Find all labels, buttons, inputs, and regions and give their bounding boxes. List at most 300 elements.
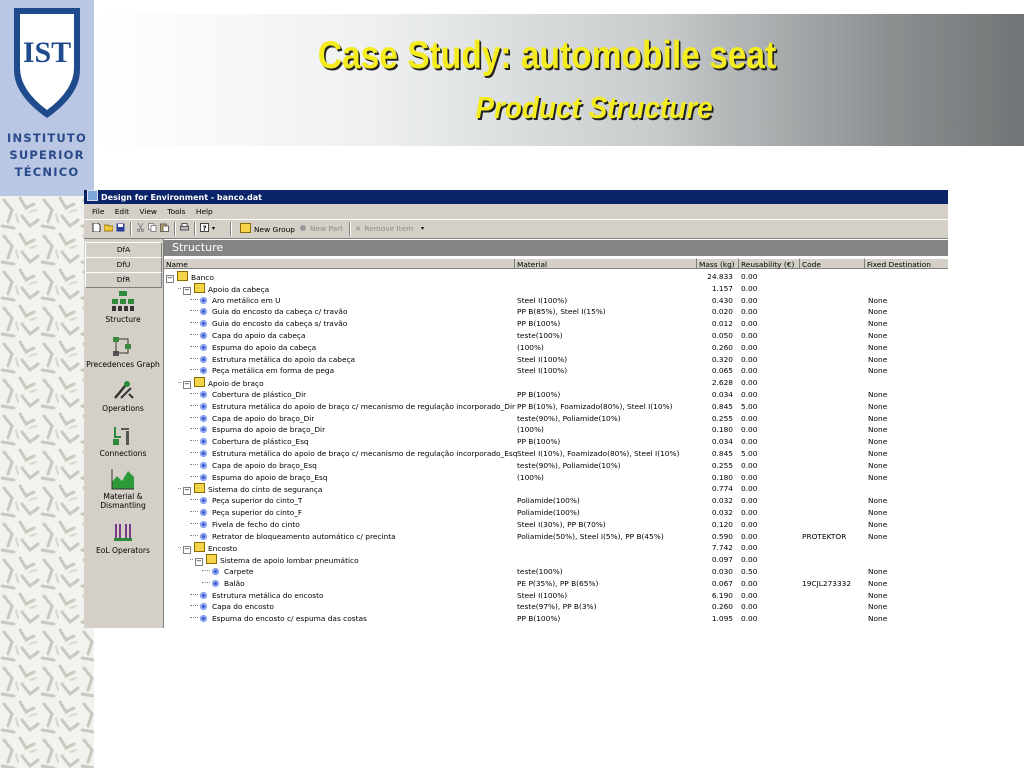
group-folder-icon bbox=[240, 223, 251, 233]
menu-help[interactable]: Help bbox=[195, 207, 213, 216]
row-fixed-destination: None bbox=[868, 460, 888, 470]
tree-connector bbox=[178, 488, 181, 489]
tree-connector bbox=[190, 428, 198, 429]
row-mass: 1.157 bbox=[711, 283, 733, 293]
row-reusability: 0.00 bbox=[741, 578, 758, 588]
row-reusability: 0.00 bbox=[741, 390, 758, 399]
row-name-cell bbox=[164, 460, 317, 472]
row-code: PROTEKTOR bbox=[802, 531, 847, 541]
row-name: Balão bbox=[224, 578, 245, 588]
row-reusability: 0.00 bbox=[741, 272, 758, 281]
row-reusability: 0.00 bbox=[741, 437, 758, 447]
row-material: PP B(100%) bbox=[517, 390, 561, 399]
collapse-toggle-icon[interactable]: − bbox=[184, 285, 190, 294]
group-folder-icon bbox=[177, 271, 188, 281]
row-name-cell bbox=[164, 436, 309, 448]
row-reusability: 0.00 bbox=[741, 413, 758, 423]
row-name-cell bbox=[164, 354, 355, 366]
row-fixed-destination: None bbox=[868, 602, 888, 612]
row-mass: 0.032 bbox=[711, 496, 733, 506]
save-icon[interactable] bbox=[116, 223, 125, 235]
row-name: Retrator de bloqueamento automático c/ precinta bbox=[212, 531, 396, 541]
col-name[interactable]: Name bbox=[164, 258, 515, 269]
row-fixed-destination: None bbox=[868, 366, 888, 376]
row-name: Espuma do apoio da cabeça bbox=[212, 342, 317, 352]
row-mass: 0.845 bbox=[711, 401, 733, 411]
row-name-cell bbox=[164, 342, 316, 354]
row-mass: 0.320 bbox=[711, 354, 733, 364]
nav-eol-operators[interactable] bbox=[84, 522, 162, 555]
tree-connector bbox=[190, 310, 198, 311]
structure-icon bbox=[111, 291, 135, 313]
row-reusability: 0.00 bbox=[741, 307, 758, 317]
tree-part-row[interactable] bbox=[164, 578, 948, 590]
row-fixed-destination: None bbox=[868, 401, 888, 411]
tree-connector bbox=[190, 322, 198, 323]
row-name-cell bbox=[164, 519, 300, 531]
row-material: Steel I(10%), Foamizado(80%), Steel I(10%) bbox=[517, 449, 680, 458]
tree-connector bbox=[190, 617, 198, 618]
row-name: Estrutura metálica do apoio da cabeça bbox=[212, 354, 356, 364]
nav-material-label: Material & Dismantling bbox=[100, 492, 146, 510]
row-name-cell bbox=[164, 578, 245, 590]
tree-part-row[interactable] bbox=[164, 601, 948, 613]
structure-panel bbox=[163, 239, 948, 628]
tree-part-row[interactable] bbox=[164, 318, 948, 330]
row-mass: 0.032 bbox=[711, 508, 733, 517]
row-mass: 0.034 bbox=[711, 437, 733, 447]
collapse-toggle-icon[interactable]: − bbox=[196, 557, 202, 566]
row-mass: 0.020 bbox=[711, 307, 733, 317]
menu-view[interactable]: View bbox=[139, 207, 157, 216]
col-reusability[interactable]: Reusability (€) bbox=[739, 258, 800, 269]
tree-part-row[interactable] bbox=[164, 448, 948, 460]
row-reusability: 0.00 bbox=[741, 543, 758, 553]
row-name-cell bbox=[164, 306, 347, 318]
row-reusability: 0.00 bbox=[741, 425, 758, 435]
row-fixed-destination: None bbox=[868, 614, 888, 624]
tree-part-row[interactable] bbox=[164, 519, 948, 531]
row-reusability: 0.00 bbox=[741, 602, 758, 612]
tree-part-row[interactable] bbox=[164, 413, 948, 425]
part-icon bbox=[300, 225, 306, 231]
row-reusability: 0.00 bbox=[741, 331, 758, 340]
part-bullet-icon bbox=[200, 332, 207, 339]
tree-connector bbox=[202, 582, 210, 583]
row-reusability: 0.00 bbox=[741, 496, 758, 506]
tree-part-row[interactable] bbox=[164, 460, 948, 472]
logo-line-3: TÉCNICO bbox=[14, 165, 80, 179]
row-fixed-destination: None bbox=[868, 567, 888, 576]
window-title: Design for Environment - banco.dat bbox=[101, 193, 262, 202]
tree-connector bbox=[178, 547, 181, 548]
dropdown-arrow-icon[interactable]: ▾ bbox=[212, 225, 216, 232]
tree-connector bbox=[178, 382, 181, 383]
nav-structure-label: Structure bbox=[105, 315, 141, 324]
part-bullet-icon bbox=[200, 533, 207, 540]
row-material: Poliamide(100%) bbox=[517, 508, 580, 517]
menu-bar bbox=[84, 205, 948, 218]
tree-part-row[interactable] bbox=[164, 330, 948, 342]
left-panel bbox=[84, 239, 162, 628]
row-name: Peça superior do cinto_F bbox=[212, 508, 303, 517]
tree-part-row[interactable] bbox=[164, 354, 948, 366]
tab-dfu[interactable]: DfU bbox=[85, 257, 162, 273]
row-name: Capa do apoio da cabeça bbox=[212, 331, 306, 340]
decorative-pattern bbox=[0, 196, 94, 768]
row-fixed-destination: None bbox=[868, 472, 888, 482]
tree-connector bbox=[190, 405, 198, 406]
row-name: Aro metálico em U bbox=[212, 295, 281, 305]
toolbar bbox=[84, 219, 948, 239]
ist-logo bbox=[0, 0, 94, 196]
part-bullet-icon bbox=[200, 415, 207, 422]
remove-dropdown-icon[interactable]: ▾ bbox=[421, 225, 425, 232]
row-mass: 0.012 bbox=[711, 319, 733, 329]
row-fixed-destination: None bbox=[868, 390, 888, 399]
tree-group-row[interactable] bbox=[164, 554, 948, 566]
row-reusability: 0.50 bbox=[741, 567, 758, 576]
row-fixed-destination: None bbox=[868, 508, 888, 517]
row-name-cell bbox=[164, 318, 347, 330]
tree-connector bbox=[190, 440, 198, 441]
row-name-cell bbox=[164, 365, 334, 377]
tree-part-row[interactable] bbox=[164, 306, 948, 318]
menu-tools[interactable]: Tools bbox=[167, 207, 186, 216]
row-fixed-destination: None bbox=[868, 319, 888, 329]
svg-text:?: ? bbox=[202, 224, 207, 232]
col-mass[interactable]: Mass (kg) bbox=[697, 258, 739, 269]
tree-connector bbox=[190, 452, 198, 453]
row-reusability: 0.00 bbox=[741, 460, 758, 470]
nav-connections[interactable] bbox=[84, 425, 162, 458]
group-folder-icon bbox=[206, 554, 217, 564]
row-fixed-destination: None bbox=[868, 496, 888, 506]
row-reusability: 0.00 bbox=[741, 484, 758, 494]
tree-connector bbox=[190, 499, 198, 500]
row-mass: 0.845 bbox=[711, 449, 733, 458]
row-mass: 0.065 bbox=[711, 366, 733, 376]
cut-icon[interactable] bbox=[136, 223, 145, 235]
tree-connector bbox=[202, 570, 210, 571]
row-mass: 7.742 bbox=[711, 543, 733, 553]
row-mass: 0.180 bbox=[711, 472, 733, 482]
group-folder-icon bbox=[194, 542, 205, 552]
row-fixed-destination: None bbox=[868, 413, 888, 423]
row-mass: 0.097 bbox=[711, 555, 733, 565]
row-fixed-destination: None bbox=[868, 331, 888, 340]
row-material: PP B(10%), Foamizado(80%), Steel I(10%) bbox=[517, 401, 673, 411]
row-mass: 0.255 bbox=[711, 460, 733, 470]
row-name-cell bbox=[164, 424, 325, 436]
row-name: Apoio da cabeça bbox=[208, 284, 270, 294]
row-reusability: 0.00 bbox=[741, 283, 758, 293]
row-fixed-destination: None bbox=[868, 295, 888, 305]
new-group-label: New Group bbox=[254, 225, 295, 234]
tree-group-row[interactable] bbox=[164, 542, 948, 554]
nav-structure[interactable] bbox=[84, 291, 162, 324]
row-material: Poliamide(100%) bbox=[517, 496, 580, 506]
row-name: Encosto bbox=[208, 544, 238, 554]
nav-operations-label: Operations bbox=[102, 404, 144, 413]
row-name: Estrutura metálica do apoio de braço c/ mecanismo de regulação incorporado_Dir bbox=[212, 401, 516, 411]
row-material: Steel I(100%) bbox=[517, 590, 568, 600]
logo-line-2: SUPERIOR bbox=[9, 148, 85, 162]
row-mass: 0.430 bbox=[711, 295, 733, 305]
row-mass: 0.180 bbox=[711, 425, 733, 435]
row-name-cell bbox=[164, 495, 302, 507]
row-mass: 2.628 bbox=[711, 378, 733, 388]
row-material: teste(97%), PP B(3%) bbox=[517, 602, 597, 612]
row-name: Capa do encosto bbox=[212, 602, 274, 612]
menu-edit[interactable]: Edit bbox=[114, 207, 130, 216]
row-name: Cobertura de plástico_Esq bbox=[212, 437, 309, 447]
row-name-cell bbox=[164, 389, 306, 401]
row-mass: 6.190 bbox=[711, 590, 733, 600]
row-name-cell bbox=[164, 601, 274, 613]
tree-group-row[interactable] bbox=[164, 271, 948, 283]
tree-connector bbox=[190, 393, 198, 394]
collapse-toggle-icon[interactable]: − bbox=[184, 380, 190, 389]
tree-connector bbox=[190, 605, 198, 606]
tree-part-row[interactable] bbox=[164, 566, 948, 578]
row-name: Fivela de fecho do cinto bbox=[212, 519, 300, 529]
collapse-toggle-icon[interactable]: − bbox=[184, 545, 190, 554]
row-name-cell bbox=[164, 295, 281, 307]
row-reusability: 0.00 bbox=[741, 508, 758, 517]
row-fixed-destination: None bbox=[868, 449, 888, 458]
col-fixed-destination[interactable]: Fixed Destination bbox=[865, 258, 948, 269]
col-material[interactable]: Material bbox=[515, 258, 697, 269]
new-file-icon[interactable] bbox=[92, 223, 101, 235]
tree-connector bbox=[178, 288, 181, 289]
tree-part-row[interactable] bbox=[164, 495, 948, 507]
logo-line-1: INSTITUTO bbox=[7, 131, 87, 145]
part-bullet-icon bbox=[200, 367, 207, 374]
row-reusability: 0.00 bbox=[741, 590, 758, 600]
group-folder-icon bbox=[194, 483, 205, 493]
emblem-lettering: IST bbox=[22, 36, 72, 69]
group-folder-icon bbox=[194, 283, 205, 293]
row-name-cell bbox=[164, 330, 305, 342]
tree-connector bbox=[190, 417, 198, 418]
row-name: Apoio de braço bbox=[208, 379, 264, 389]
col-code[interactable]: Code bbox=[800, 258, 865, 269]
row-mass: 0.260 bbox=[711, 602, 733, 612]
row-mass: 24.833 bbox=[707, 272, 733, 281]
tree-part-row[interactable] bbox=[164, 507, 948, 519]
tree-part-row[interactable] bbox=[164, 424, 948, 436]
print-icon[interactable] bbox=[180, 223, 189, 235]
tree-connector bbox=[190, 559, 193, 560]
remove-item-label: Remove Item bbox=[364, 224, 414, 233]
tree-part-row[interactable] bbox=[164, 590, 948, 602]
part-bullet-icon bbox=[200, 344, 207, 351]
row-mass: 0.255 bbox=[711, 413, 733, 423]
tree-connector bbox=[190, 299, 198, 300]
row-reusability: 0.00 bbox=[741, 614, 758, 624]
new-part-button[interactable] bbox=[300, 223, 343, 235]
nav-precedences-label: Precedences Graph bbox=[86, 360, 160, 369]
nav-connections-label: Connections bbox=[99, 449, 147, 458]
row-material: Poliamide(50%), Steel I(5%), PP B(45%) bbox=[517, 531, 664, 541]
row-name: Capa de apoio do braço_Dir bbox=[212, 413, 315, 423]
row-name-cell bbox=[164, 472, 328, 484]
row-name: Estrutura metálica do apoio de braço c/ mecanismo de regulação incorporado_Esq bbox=[212, 449, 518, 458]
help-icon[interactable] bbox=[200, 223, 209, 235]
tab-dfr[interactable]: DfR bbox=[85, 272, 162, 288]
row-fixed-destination: None bbox=[868, 590, 888, 600]
row-mass: 0.034 bbox=[711, 390, 733, 399]
tree-connector bbox=[190, 369, 198, 370]
row-mass: 0.067 bbox=[711, 578, 733, 588]
part-bullet-icon bbox=[200, 592, 207, 599]
chart-icon bbox=[111, 468, 135, 490]
part-bullet-icon bbox=[200, 297, 207, 304]
row-fixed-destination: None bbox=[868, 437, 888, 447]
tree-connector bbox=[190, 464, 198, 465]
row-name: Peça metálica em forma de pega bbox=[212, 366, 335, 376]
row-material: PP B(100%) bbox=[517, 437, 561, 447]
new-part-label: New Part bbox=[310, 224, 344, 233]
row-name: Capa de apoio do braço_Esq bbox=[212, 460, 317, 470]
part-bullet-icon bbox=[200, 356, 207, 363]
row-material: teste(100%) bbox=[517, 567, 563, 576]
tree-connector bbox=[190, 358, 198, 359]
ist-emblem-icon bbox=[0, 0, 94, 120]
row-mass: 0.260 bbox=[711, 342, 733, 352]
row-mass: 0.050 bbox=[711, 331, 733, 340]
row-reusability: 0.00 bbox=[741, 342, 758, 352]
row-name: Espuma do apoio de braço_Dir bbox=[212, 425, 326, 435]
row-name: Cobertura de plástico_Dir bbox=[212, 390, 307, 399]
app-window bbox=[84, 190, 948, 628]
part-bullet-icon bbox=[200, 497, 207, 504]
part-bullet-icon bbox=[212, 580, 219, 587]
tree-group-row[interactable] bbox=[164, 283, 948, 295]
window-titlebar[interactable] bbox=[84, 190, 948, 204]
part-bullet-icon bbox=[200, 462, 207, 469]
app-icon bbox=[87, 190, 98, 201]
part-bullet-icon bbox=[200, 615, 207, 622]
tree-part-row[interactable] bbox=[164, 342, 948, 354]
row-fixed-destination: None bbox=[868, 307, 888, 317]
collapse-toggle-icon[interactable]: − bbox=[184, 486, 190, 495]
row-material: Steel I(100%) bbox=[517, 354, 568, 364]
row-material: (100%) bbox=[517, 425, 544, 435]
row-name-cell bbox=[164, 448, 517, 460]
row-fixed-destination: None bbox=[868, 354, 888, 364]
tree-part-row[interactable] bbox=[164, 613, 948, 625]
tree-group-row[interactable] bbox=[164, 483, 948, 495]
row-mass: 0.590 bbox=[711, 531, 733, 541]
row-material: Steel I(30%), PP B(70%) bbox=[517, 519, 606, 529]
tree-part-row[interactable] bbox=[164, 401, 948, 413]
row-name: Sistema de apoio lombar pneumático bbox=[220, 556, 359, 566]
row-name: Carpete bbox=[224, 567, 254, 576]
row-name-cell bbox=[164, 590, 324, 602]
row-reusability: 0.00 bbox=[741, 295, 758, 305]
tree-part-row[interactable] bbox=[164, 436, 948, 448]
row-name: Sistema do cinto de segurança bbox=[208, 485, 323, 495]
part-bullet-icon bbox=[200, 521, 207, 528]
paste-icon[interactable] bbox=[160, 223, 169, 235]
part-bullet-icon bbox=[200, 603, 207, 610]
part-bullet-icon bbox=[200, 450, 207, 457]
row-material: PE P(35%), PP B(65%) bbox=[517, 578, 599, 588]
tree-part-row[interactable] bbox=[164, 472, 948, 484]
row-material: PP B(85%), Steel I(15%) bbox=[517, 307, 606, 317]
row-reusability: 0.00 bbox=[741, 366, 758, 376]
row-mass: 0.774 bbox=[711, 484, 733, 494]
tree-part-row[interactable] bbox=[164, 295, 948, 307]
tools-icon bbox=[111, 380, 135, 402]
part-bullet-icon bbox=[200, 320, 207, 327]
tree-connector bbox=[190, 535, 198, 536]
tree-group-row[interactable] bbox=[164, 377, 948, 389]
part-bullet-icon bbox=[200, 438, 207, 445]
nav-precedences-graph[interactable] bbox=[84, 336, 162, 369]
row-fixed-destination: None bbox=[868, 519, 888, 529]
row-material: PP B(100%) bbox=[517, 319, 561, 329]
row-reusability: 5.00 bbox=[741, 449, 758, 458]
row-code: 19CJL273332 bbox=[802, 578, 852, 588]
row-name: Guia do encosto da cabeça s/ travão bbox=[212, 319, 348, 329]
part-bullet-icon bbox=[200, 426, 207, 433]
row-material: PP B(100%) bbox=[517, 614, 561, 624]
row-fixed-destination: None bbox=[868, 578, 888, 588]
row-name: Peça superior do cinto_T bbox=[212, 496, 303, 506]
open-folder-icon[interactable] bbox=[104, 223, 113, 235]
row-name: Espuma do apoio de braço_Esq bbox=[212, 472, 328, 482]
row-name-cell bbox=[164, 413, 314, 425]
row-reusability: 0.00 bbox=[741, 378, 758, 388]
row-reusability: 0.00 bbox=[741, 354, 758, 364]
row-reusability: 0.00 bbox=[741, 519, 758, 529]
menu-file[interactable]: File bbox=[92, 207, 105, 216]
part-bullet-icon bbox=[200, 509, 207, 516]
row-name-cell bbox=[164, 613, 367, 625]
part-bullet-icon bbox=[200, 403, 207, 410]
row-material: Steel I(100%) bbox=[517, 366, 568, 376]
row-name: Espuma do encosto c/ espuma das costas bbox=[212, 614, 367, 624]
remove-x-icon: ✕ bbox=[355, 224, 362, 233]
tab-dfa[interactable]: DfA bbox=[85, 242, 162, 258]
row-material: Steel I(100%) bbox=[517, 295, 568, 305]
row-name: Banco bbox=[191, 273, 214, 282]
copy-icon[interactable] bbox=[148, 223, 157, 235]
row-name: Estrutura metálica do encosto bbox=[212, 590, 324, 600]
part-bullet-icon bbox=[200, 308, 207, 315]
row-name-cell bbox=[164, 401, 515, 413]
row-reusability: 0.00 bbox=[741, 555, 758, 565]
group-folder-icon bbox=[194, 377, 205, 387]
tree-connector bbox=[190, 476, 198, 477]
tree-part-row[interactable] bbox=[164, 531, 948, 543]
collapse-toggle-icon[interactable]: − bbox=[167, 274, 173, 282]
nav-material-dismantling[interactable] bbox=[84, 468, 162, 510]
tree-connector bbox=[190, 523, 198, 524]
row-fixed-destination: None bbox=[868, 425, 888, 435]
structure-header: Structure bbox=[164, 240, 948, 256]
tree-part-row[interactable] bbox=[164, 389, 948, 401]
tree-connector bbox=[190, 511, 198, 512]
remove-item-button[interactable] bbox=[355, 223, 413, 235]
nav-operations[interactable] bbox=[84, 380, 162, 413]
tree-part-row[interactable] bbox=[164, 365, 948, 377]
row-fixed-destination: None bbox=[868, 342, 888, 352]
new-group-button[interactable] bbox=[240, 223, 295, 235]
